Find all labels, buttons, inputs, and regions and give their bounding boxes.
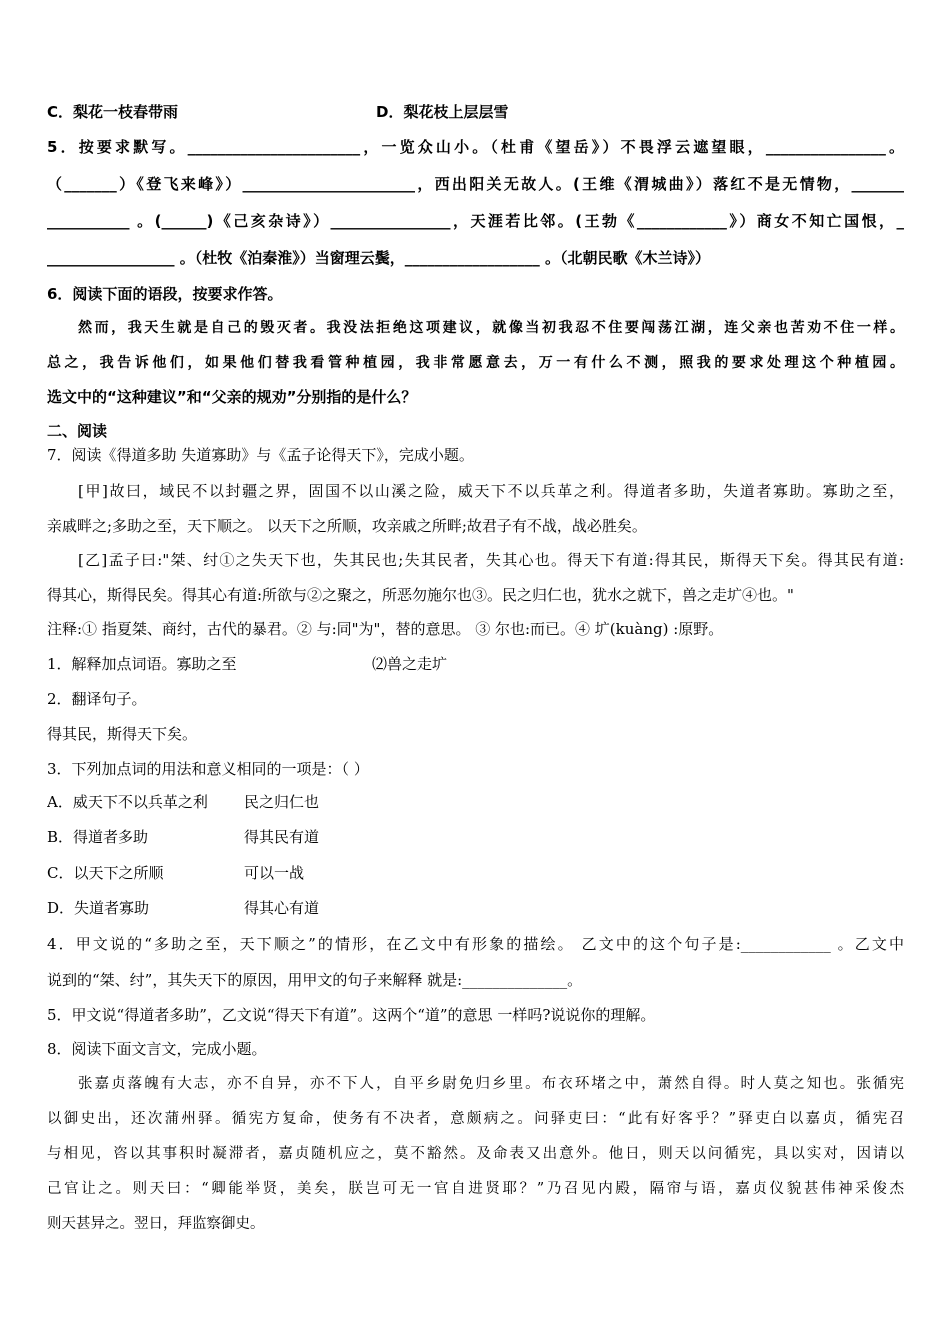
q7-jia-line-1: [甲]故曰，域民不以封疆之界，固国不以山溪之险，威天下不以兵革之利。得道者多助，失道者寡助。寡助之至， — [78, 482, 904, 500]
q8-passage-line-4: 己官让之。则天曰：“卿能举贤，美矣，朕岂可无一官自进贤耶？”乃召见内殿，隔帘与语，嘉贞仪貌甚伟神采俊杰 — [47, 1181, 904, 1197]
q8-title: 8．阅读下面文言文，完成小题。 — [47, 1040, 267, 1058]
section-title-reading: 二、阅读 — [47, 422, 108, 440]
q6-title: 6．阅读下面的语段，按要求作答。 — [47, 285, 283, 303]
q8-passage-line-5: 则天甚异之。翌日，拜监察御史。 — [47, 1216, 265, 1232]
q7-option-a-label: A．威天下不以兵革之利 — [47, 793, 208, 811]
q7-option-b-pair: 得其民有道 — [244, 828, 320, 846]
q5-line-2: （_______）《登飞来峰》）_______________________，西出阳关无故人。(王维《渭城曲》）落红不是无情物，_______ — [47, 175, 904, 193]
q6-passage-line-1: 然而，我天生就是自己的毁灭者。我没法拒绝这项建议，就像当初我忍不住要闯荡江湖，连父亲也苦劝不住一样。 — [78, 320, 904, 336]
q8-passage-line-1: 张嘉贞落魄有大志，亦不自异，亦不下人，自平乡尉免归乡里。布衣环堵之中，萧然自得。时人莫之知也。张循宪 — [78, 1076, 904, 1092]
q8-passage-line-3: 与相见，咨以其事积时凝滞者，嘉贞随机应之，莫不豁然。及命表又出意外。他日，则天以问循宪，具以实对，因请以 — [47, 1146, 904, 1162]
q7-option-b-label: B．得道者多助 — [47, 828, 149, 846]
q7-option-d-label: D．失道者寡助 — [47, 899, 150, 917]
q7-title: 7．阅读《得道多助 失道寡助》与《孟子论得天下》，完成小题。 — [47, 446, 474, 464]
q7-sub4-line-1: 4．甲文说的“多助之至，天下顺之”的情形，在乙文中有形象的描绘。 乙文中的这个句子是:____________ 。乙文中 — [47, 935, 904, 953]
q7-jia-line-2: 亲戚畔之;多助之至，天下顺之。 以天下之所顺，攻亲戚之所畔;故君子有不战，战必胜矣。 — [47, 517, 647, 535]
q5-line-3: ___________ 。(______)《己亥杂诗》）________________，天涯若比邻。(王勃《____________》）商女不知亡国恨，_ — [47, 212, 904, 230]
q7-yi-line-1: [乙]孟子曰:"桀、纣①之失天下也，失其民也;失其民者，失其心也。得天下有道:得其民，斯得天下矣。得其民有道: — [78, 551, 904, 569]
q5-line-4: _________________ 。（杜牧《泊秦淮》）当窗理云鬓，__________________ 。（北朝民歌《木兰诗》） — [47, 249, 710, 267]
q7-sub2: 2．翻译句子。 — [47, 690, 147, 708]
q7-option-c-label: C．以天下之所顺 — [47, 864, 164, 882]
q6-question: 选文中的“这种建议”和“父亲的规劝”分别指的是什么？ — [47, 388, 417, 406]
q7-option-c-pair: 可以一战 — [244, 864, 305, 882]
q7-sub3: 3．下列加点词的用法和意义相同的一项是：（ ） — [47, 760, 369, 778]
q5-line-1: 5．按要求默写。_______________________，一览众山小。（杜甫《望岳》）不畏浮云遮望眼，________________。 — [47, 138, 904, 156]
q8-passage-line-2: 以御史出，还次蒲州驿。循宪方复命，使务有不决者，意颇病之。问驿吏曰：“此有好客乎？”驿吏白以嘉贞，循宪召 — [47, 1111, 904, 1127]
q7-yi-line-2: 得其心，斯得民矣。得其心有道:所欲与②之聚之，所恶勿施尔也③。民之归仁也，犹水之就下，兽之走圹④也。" — [47, 586, 794, 604]
q7-option-a-pair: 民之归仁也 — [244, 793, 320, 811]
q7-sub1-a: 1．解释加点词语。寡助之至 — [47, 655, 237, 673]
q7-sub5: 5．甲文说“得道者多助”，乙文说“得天下有道”。这两个“道”的意思 一样吗?说说你的理解。 — [47, 1006, 656, 1024]
q7-sub2-sentence: 得其民，斯得天下矣。 — [47, 725, 198, 743]
q6-passage-line-2: 总之，我告诉他们，如果他们替我看管种植园，我非常愿意去，万一有什么不测，照我的要求处理这个种植园。 — [47, 355, 904, 371]
q4-option-c: C．梨花一枝春带雨 — [47, 103, 179, 121]
q7-sub4-line-2: 说到的“桀、纣”，其失天下的原因，用甲文的句子来解释 就是:______________。 — [47, 971, 583, 989]
q7-notes: 注释:① 指夏桀、商纣，古代的暴君。② 与:同"为"，替的意思。 ③ 尔也:而已。④ 圹(kuàng) :原野。 — [47, 620, 724, 638]
q4-option-d: D．梨花枝上层层雪 — [376, 103, 509, 121]
q7-option-d-pair: 得其心有道 — [244, 899, 320, 917]
q7-sub1-b: ⑵兽之走圹 — [372, 655, 448, 673]
